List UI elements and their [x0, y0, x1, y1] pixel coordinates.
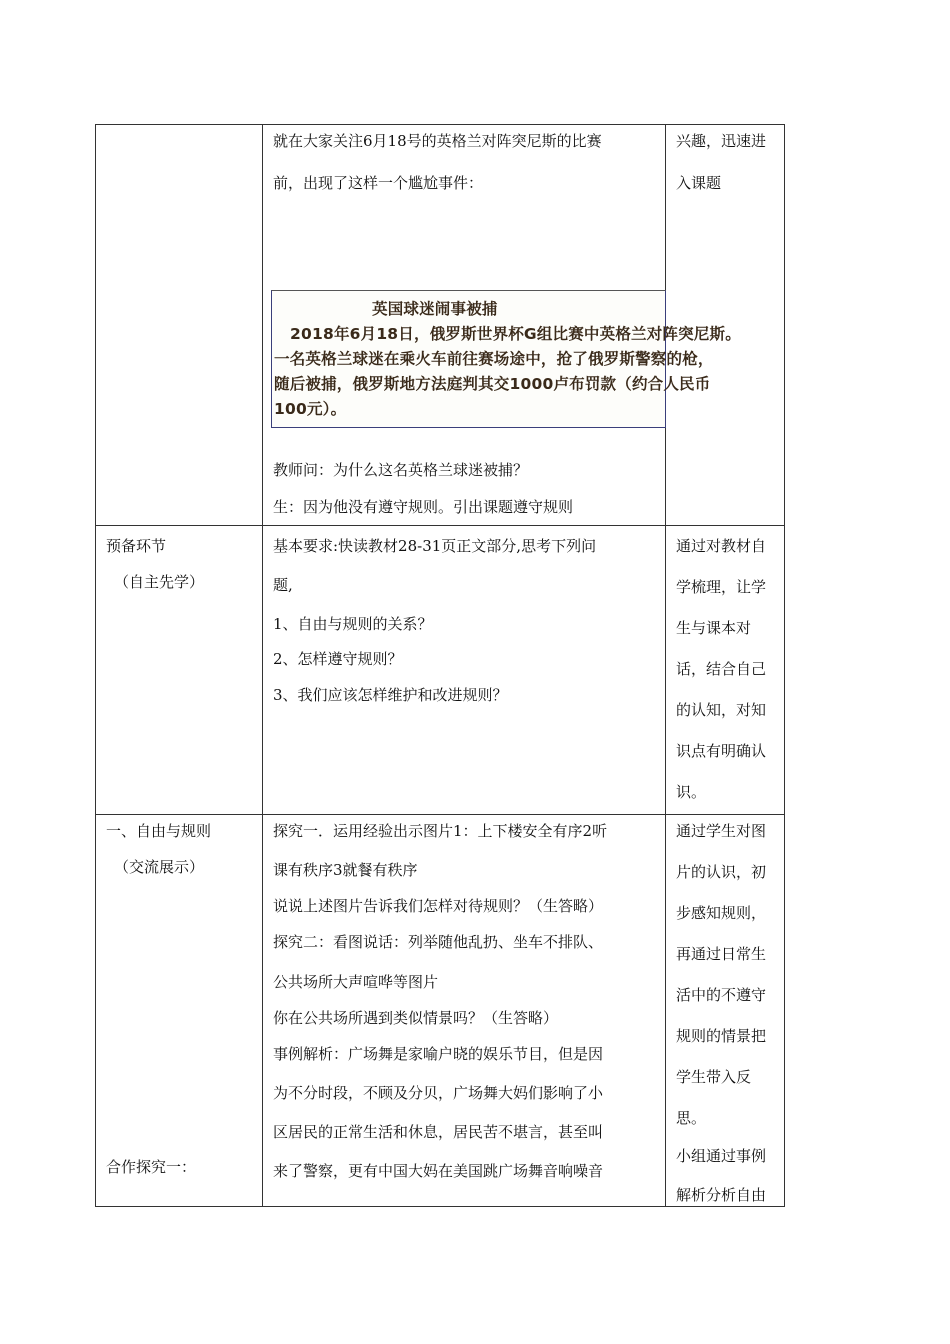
activity-text-line: 公共场所大声喧哗等图片 — [273, 973, 439, 991]
purpose-text-line: 识点有明确认 — [676, 742, 767, 760]
news-title: 英国球迷闹事被捕 — [372, 300, 498, 318]
requirement-text-line: 基本要求:快读教材28-31页正文部分,思考下列问 — [273, 537, 597, 555]
purpose-text-line: 片的认识，初 — [676, 863, 767, 881]
purpose-text-line: 通过对教材自 — [676, 537, 767, 555]
purpose-text-line: 思。 — [676, 1109, 707, 1127]
teacher-question: 教师问：为什么这名英格兰球迷被捕？ — [273, 461, 529, 479]
section-sublabel: （自主先学） — [114, 573, 205, 591]
activity-text-line: 探究二：看图说话：列举随他乱扔、坐车不排队、 — [273, 933, 604, 951]
purpose-text-line: 通过学生对图 — [676, 822, 767, 840]
row-divider — [96, 814, 784, 815]
purpose-text-line: 生与课本对 — [676, 619, 752, 637]
activity-text-line: 区居民的正常生活和休息，居民苦不堪言，甚至叫 — [273, 1123, 604, 1141]
intro-text-line: 就在大家关注6月18号的英格兰对阵突尼斯的比赛 — [273, 132, 602, 150]
row-divider — [96, 525, 784, 526]
section-label: 一、自由与规则 — [106, 822, 212, 840]
section-sublabel: （交流展示） — [114, 858, 205, 876]
purpose-text-line: 解析分析自由 — [676, 1186, 767, 1204]
news-clipping-image — [271, 290, 741, 428]
activity-text-line: 说说上述图片告诉我们怎样对待规则？（生答略） — [273, 897, 604, 915]
news-line: 一名英格兰球迷在乘火车前往赛场途中，抢了俄罗斯警察的枪， — [274, 350, 714, 368]
purpose-text-line: 学梳理，让学 — [676, 578, 767, 596]
question-item: 1、自由与规则的关系？ — [273, 615, 433, 633]
activity-text-line: 探究一．运用经验出示图片1：上下楼安全有序2听 — [273, 822, 608, 840]
purpose-text-line: 小组通过事例 — [676, 1147, 767, 1165]
purpose-text-line: 话，结合自己 — [676, 660, 767, 678]
purpose-text-line: 再通过日常生 — [676, 945, 767, 963]
intro-text-line: 前，出现了这样一个尴尬事件： — [273, 174, 484, 192]
question-item: 3、我们应该怎样维护和改进规则？ — [273, 686, 508, 704]
purpose-text-line: 学生带入反 — [676, 1068, 752, 1086]
news-line: 2018年6月18日，俄罗斯世界杯G组比赛中英格兰对阵突尼斯。 — [290, 325, 741, 343]
purpose-text-line: 的认知，对知 — [676, 701, 767, 719]
purpose-text-line: 规则的情景把 — [676, 1027, 767, 1045]
activity-text-line: 课有秩序3就餐有秩序 — [273, 861, 418, 879]
student-answer: 生：因为他没有遵守规则。引出课题遵守规则 — [273, 498, 574, 516]
activity-text-line: 事例解析：广场舞是家喻户晓的娱乐节目，但是因 — [273, 1045, 604, 1063]
purpose-text-line: 识。 — [676, 783, 707, 801]
purpose-text-line: 入课题 — [676, 174, 722, 192]
purpose-text-line: 活中的不遵守 — [676, 986, 767, 1004]
activity-text-line: 为不分时段，不顾及分贝，广场舞大妈们影响了小 — [273, 1084, 604, 1102]
lesson-plan-table — [95, 124, 785, 1207]
column-divider — [262, 125, 263, 1206]
news-line: 100元）。 — [274, 400, 347, 418]
section-label: 合作探究一： — [106, 1158, 197, 1176]
purpose-text-line: 兴趣，迅速进 — [676, 132, 767, 150]
activity-text-line: 来了警察，更有中国大妈在美国跳广场舞音响噪音 — [273, 1162, 604, 1180]
requirement-text-line: 题, — [273, 576, 293, 594]
section-label: 预备环节 — [106, 537, 167, 555]
activity-text-line: 你在公共场所遇到类似情景吗？（生答略） — [273, 1009, 559, 1027]
purpose-text-line: 步感知规则， — [676, 904, 767, 922]
question-item: 2、怎样遵守规则？ — [273, 650, 403, 668]
news-line: 随后被捕，俄罗斯地方法庭判其交1000卢布罚款（约合人民币 — [274, 375, 711, 393]
column-divider — [665, 125, 666, 1206]
